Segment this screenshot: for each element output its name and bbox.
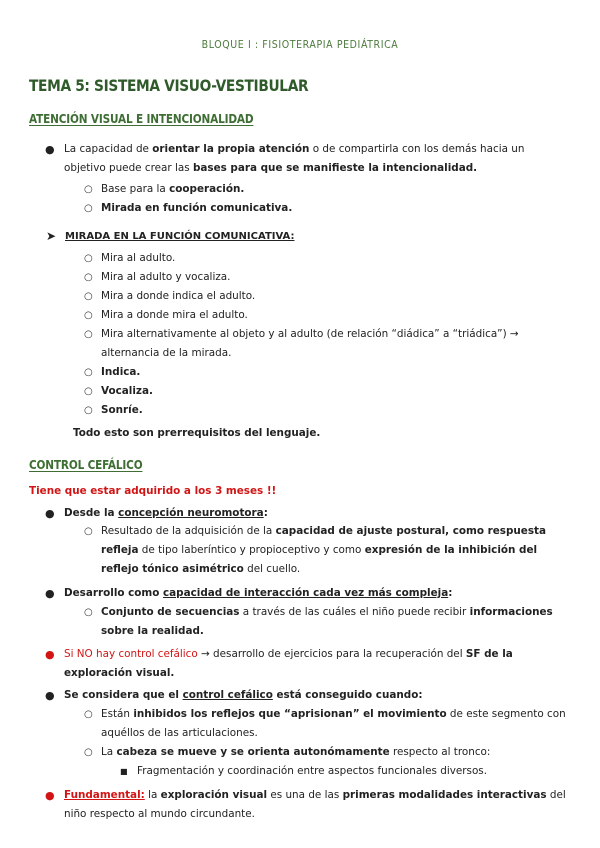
list-item-continuation: refleja de tipo laberíntico y propioceptivo y como expresión de la inhibición del xyxy=(101,544,538,556)
circle-bullet-icon: ○ xyxy=(84,310,93,321)
note-text: Todo esto son prerrequisitos del lenguaje. xyxy=(73,427,321,439)
list-item: Fragmentación y coordinación entre aspectos funcionales diversos. xyxy=(137,765,488,777)
paragraph-line: La capacidad de orientar la propia atención o de compartirla con los demás hacia un xyxy=(64,143,525,155)
circle-bullet-icon: ○ xyxy=(84,607,93,618)
arrow-heading: MIRADA EN LA FUNCIÓN COMUNICATIVA: xyxy=(65,231,295,242)
paragraph-line: objetivo puede crear las bases para que se manifieste la intencionalidad. xyxy=(64,162,478,174)
list-item-continuation: niño respecto al mundo circundante. xyxy=(64,808,255,820)
list-item-continuation: sobre la realidad. xyxy=(101,625,204,637)
list-item: Desde la concepción neuromotora: xyxy=(64,507,268,519)
square-bullet-icon: ■ xyxy=(120,767,128,776)
list-item: La cabeza se mueve y se orienta autonómamente respecto al tronco: xyxy=(101,746,491,758)
list-item-continuation: aquéllos de las articulaciones. xyxy=(101,727,258,739)
list-item: Mira al adulto y vocaliza. xyxy=(101,271,231,283)
arrow-bullet-icon: ➤ xyxy=(46,229,57,243)
circle-bullet-icon: ○ xyxy=(84,526,93,537)
list-item: Indica. xyxy=(101,366,141,378)
list-item: Mira a donde mira el adulto. xyxy=(101,309,248,321)
list-item: Fundamental: la exploración visual es una de las primeras modalidades interactivas del xyxy=(64,789,566,801)
circle-bullet-icon: ○ xyxy=(84,184,93,195)
circle-bullet-icon: ○ xyxy=(84,329,93,340)
circle-bullet-icon: ○ xyxy=(84,367,93,378)
circle-bullet-icon: ○ xyxy=(84,386,93,397)
list-item: Conjunto de secuencias a través de las cuáles el niño puede recibir informaciones xyxy=(101,606,553,618)
circle-bullet-icon: ○ xyxy=(84,291,93,302)
list-item: Mirada en función comunicativa. xyxy=(101,202,293,214)
circle-bullet-icon: ○ xyxy=(84,709,93,720)
bullet-icon: ● xyxy=(45,143,55,156)
list-item: Base para la cooperación. xyxy=(101,183,245,195)
circle-bullet-icon: ○ xyxy=(84,272,93,283)
circle-bullet-icon: ○ xyxy=(84,203,93,214)
red-note: Tiene que estar adquirido a los 3 meses !! xyxy=(29,485,277,497)
list-item-continuation: exploración visual. xyxy=(64,667,175,679)
page-title: TEMA 5: SISTEMA VISUO-VESTIBULAR xyxy=(29,76,309,95)
circle-bullet-icon: ○ xyxy=(84,747,93,758)
list-item: Mira al adulto. xyxy=(101,252,176,264)
list-item: Mira alternativamente al objeto y al adulto (de relación “diádica” a “triádica”) → xyxy=(101,328,519,340)
section-heading-atencion: ATENCIÓN VISUAL E INTENCIONALIDAD xyxy=(29,111,254,126)
list-item: Están inhibidos los reflejos que “aprisionan” el movimiento de este segmento con xyxy=(101,708,566,720)
bullet-icon: ● xyxy=(45,789,55,802)
list-item-continuation: reflejo tónico asimétrico del cuello. xyxy=(101,563,301,575)
circle-bullet-icon: ○ xyxy=(84,253,93,264)
page-header: BLOQUE I : FISIOTERAPIA PEDIÁTRICA xyxy=(201,39,399,51)
list-item-continuation: alternancia de la mirada. xyxy=(101,347,232,359)
list-item: Resultado de la adquisición de la capacidad de ajuste postural, como respuesta xyxy=(101,525,547,537)
bullet-icon: ● xyxy=(45,689,55,702)
circle-bullet-icon: ○ xyxy=(84,405,93,416)
list-item: Sonríe. xyxy=(101,404,143,416)
list-item: Desarrollo como capacidad de interacción cada vez más compleja: xyxy=(64,587,453,599)
bullet-icon: ● xyxy=(45,587,55,600)
bullet-icon: ● xyxy=(45,648,55,661)
list-item: Mira a donde indica el adulto. xyxy=(101,290,256,302)
list-item: Si NO hay control cefálico → desarrollo de ejercicios para la recuperación del SF de la xyxy=(64,648,513,660)
list-item: Vocaliza. xyxy=(101,385,153,397)
bullet-icon: ● xyxy=(45,507,55,520)
section-heading-control-cefalico: CONTROL CEFÁLICO xyxy=(29,457,143,472)
list-item: Se considera que el control cefálico está conseguido cuando: xyxy=(64,689,423,701)
